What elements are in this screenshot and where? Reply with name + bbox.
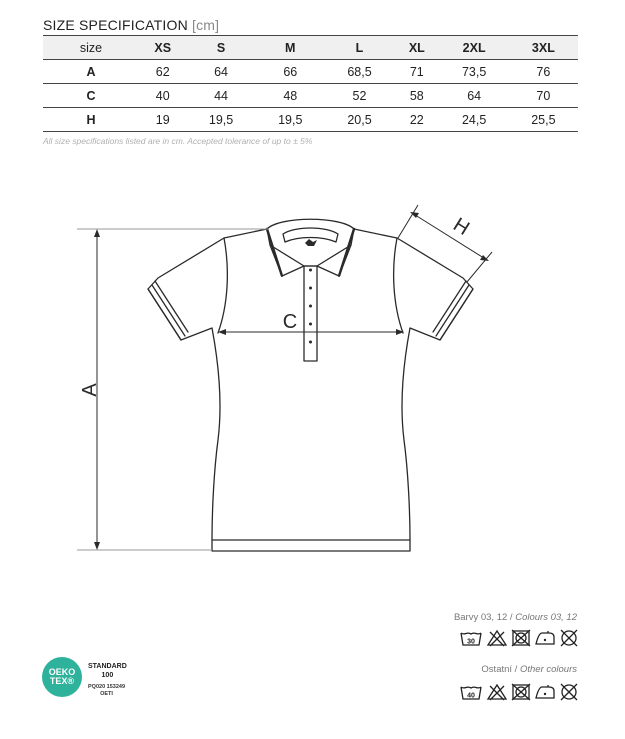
table-cell: 64: [186, 60, 255, 84]
table-cell: 40: [139, 84, 186, 108]
right-armhole-seam: [394, 238, 403, 333]
table-cell: 62: [139, 60, 186, 84]
table-cell: 48: [256, 84, 325, 108]
row-label: H: [43, 108, 139, 132]
care-symbols-other: [459, 682, 579, 702]
dim-h-guide-bottom: [467, 252, 492, 282]
left-sleeve-cuff: [148, 281, 188, 340]
dim-a-label: A: [79, 383, 101, 397]
table-cell: 22: [394, 108, 439, 132]
table-cell: 25,5: [509, 108, 578, 132]
header-cell: 3XL: [509, 36, 578, 60]
no-tumble-dry-icon: [511, 628, 531, 648]
oeko-certificate: [88, 684, 125, 698]
shirt-body-outline: [148, 229, 473, 551]
wash-30-icon: [459, 628, 483, 648]
button: [309, 305, 312, 308]
dim-h-line: [412, 213, 487, 260]
colours-label: [454, 612, 577, 623]
iron-low-icon: [534, 682, 556, 702]
table-cell: 19: [139, 108, 186, 132]
oeko-line1: OEKO: [48, 667, 76, 677]
header-cell: L: [325, 36, 394, 60]
dim-a-arrow-top: [94, 229, 100, 237]
iron-low-icon: [534, 628, 556, 648]
right-sleeve-cuff: [433, 281, 473, 340]
no-bleach-icon: [486, 682, 508, 702]
table-corner-cell: size: [43, 36, 139, 60]
collar-band: [283, 228, 338, 242]
no-bleach-icon: [486, 628, 508, 648]
no-dry-clean-icon: [559, 682, 579, 702]
dim-c-arrow-right: [396, 329, 404, 335]
colours-english: Colours 03, 12: [515, 612, 577, 623]
other-english: Other colours: [519, 664, 577, 675]
row-label: C: [43, 84, 139, 108]
title-text: SIZE SPECIFICATION: [43, 17, 188, 33]
collar-rib-left: [267, 229, 282, 276]
table-cell: 71: [394, 60, 439, 84]
oeko-tex-logo: [42, 657, 82, 697]
table-cell: 19,5: [256, 108, 325, 132]
cert-org: OETI: [100, 691, 113, 697]
standard-text: STANDARD: [88, 663, 127, 670]
table-cell: 73,5: [440, 60, 509, 84]
collar-left-leaf: [270, 245, 304, 276]
button: [309, 269, 312, 272]
table-cell: 68,5: [325, 60, 394, 84]
standard-number: 100: [101, 672, 114, 679]
header-cell: XL: [394, 36, 439, 60]
dim-a-arrow-bottom: [94, 542, 100, 550]
collar-right-leaf: [317, 245, 351, 276]
no-tumble-dry-icon: [511, 682, 531, 702]
collar-rib-right: [339, 229, 354, 276]
other-colours-label: [481, 664, 577, 675]
header-cell: M: [256, 36, 325, 60]
dim-h-guide-top: [398, 205, 418, 238]
table-cell: 58: [394, 84, 439, 108]
title-unit: [cm]: [192, 17, 220, 33]
neck-logo: [305, 239, 317, 246]
table-cell: 20,5: [325, 108, 394, 132]
other-local: Ostatní /: [481, 664, 518, 675]
table-cell: 76: [509, 60, 578, 84]
svg-text:30: 30: [467, 638, 475, 646]
tolerance-note: All size specifications listed are in cm. Accepted tolerance of up to ± 5%: [43, 136, 313, 146]
placket: [304, 266, 317, 361]
table-cell: 70: [509, 84, 578, 108]
table-cell: 66: [256, 60, 325, 84]
dim-c-label: C: [282, 311, 298, 333]
header-cell: XS: [139, 36, 186, 60]
wash-40-icon: [459, 682, 483, 702]
dim-h-label: H: [449, 213, 474, 241]
care-symbols-colours: [459, 628, 579, 648]
left-armhole-seam: [218, 238, 227, 333]
table-cell: 64: [440, 84, 509, 108]
cert-id: PQ020 153249: [88, 684, 126, 690]
header-cell: 2XL: [440, 36, 509, 60]
table-cell: 44: [186, 84, 255, 108]
button: [309, 341, 312, 344]
header-cell: S: [186, 36, 255, 60]
svg-text:40: 40: [467, 692, 475, 700]
colours-local: Barvy 03, 12 /: [453, 612, 513, 623]
button: [309, 323, 312, 326]
oeko-standard: [88, 662, 127, 680]
button: [309, 287, 312, 290]
oeko-line2: TEX®: [49, 676, 75, 686]
table-cell: 19,5: [186, 108, 255, 132]
table-cell: 52: [325, 84, 394, 108]
row-label: A: [43, 60, 139, 84]
table-cell: 24,5: [440, 108, 509, 132]
no-dry-clean-icon: [559, 628, 579, 648]
